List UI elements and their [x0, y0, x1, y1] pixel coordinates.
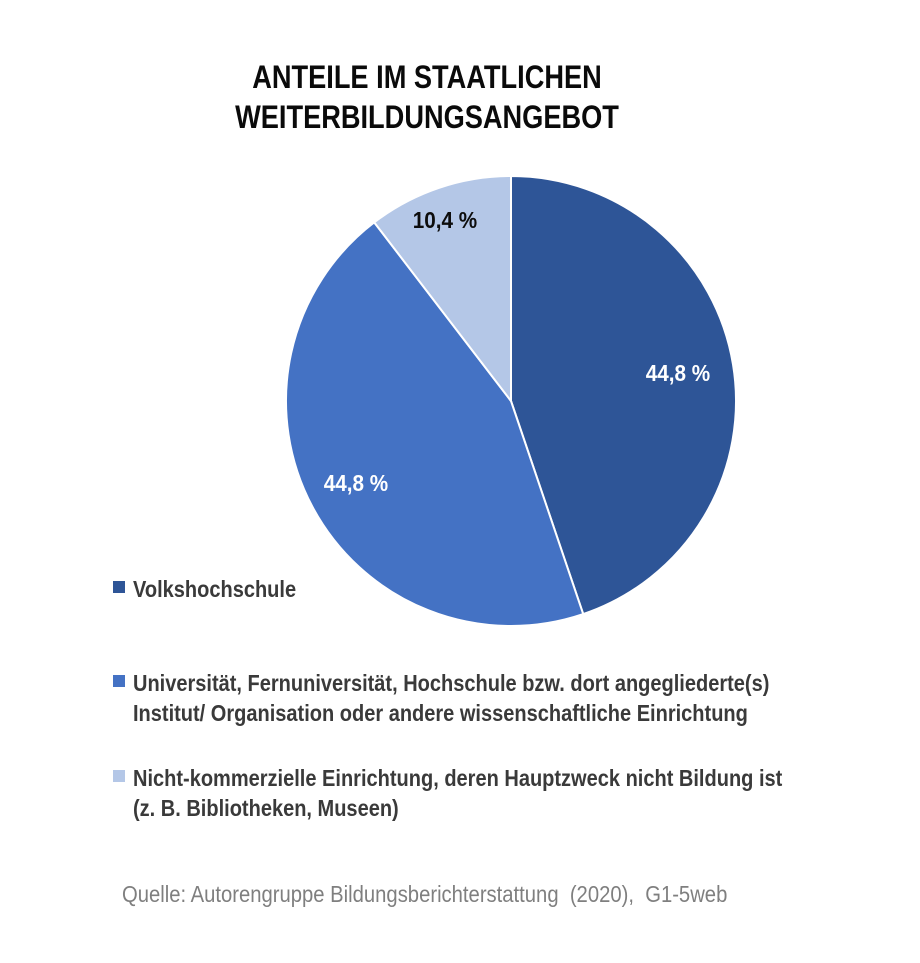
legend-label-line: Institut/ Organisation oder andere wissenschaftliche Einrichtung	[133, 700, 748, 726]
source-citation: Quelle: Autorengruppe Bildungsberichterstattung (2020), G1-5web	[122, 881, 728, 907]
legend-label	[133, 574, 296, 604]
slice-label-universitaet: 44,8 %	[323, 470, 389, 496]
legend-swatch-dark-blue-icon	[113, 581, 125, 593]
legend-label-line: (z. B. Bibliotheken, Museen)	[133, 795, 399, 821]
legend-label	[133, 668, 769, 728]
chart-title	[64, 57, 790, 137]
legend-swatch-light-blue-icon	[113, 770, 125, 782]
pie-chart	[284, 174, 738, 628]
legend-item-universitaet	[113, 668, 864, 728]
legend-label-line: Universität, Fernuniversität, Hochschule bzw. dort angegliederte(s)	[133, 670, 770, 696]
legend-item-volkshochschule	[113, 574, 320, 604]
pie-chart-svg	[284, 174, 738, 628]
legend-label	[133, 763, 782, 823]
legend-swatch-medium-blue-icon	[113, 675, 125, 687]
chart-title-line-1: ANTEILE IM STAATLICHEN	[252, 59, 602, 95]
legend-label-line: Nicht-kommerzielle Einrichtung, deren Hauptzweck nicht Bildung ist	[133, 765, 783, 791]
legend-item-nicht-kommerziell	[113, 763, 879, 823]
slice-label-volkshochschule: 44,8 %	[645, 360, 711, 386]
chart-title-line-2: WEITERBILDUNGSANGEBOT	[235, 99, 619, 135]
slice-label-nicht-kommerziell: 10,4 %	[412, 207, 478, 233]
legend-label-line: Volkshochschule	[133, 576, 297, 602]
